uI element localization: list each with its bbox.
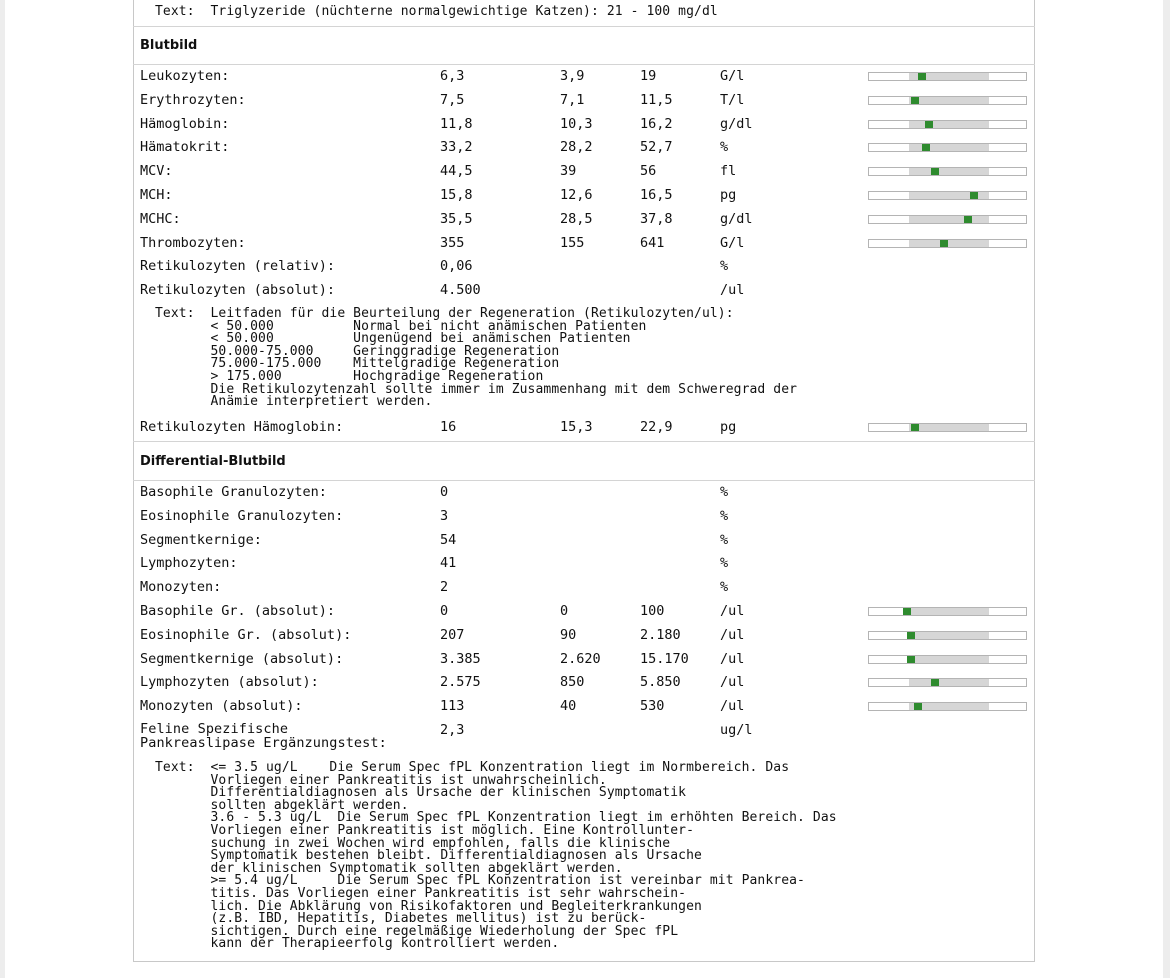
value-marker: [914, 703, 922, 710]
range-gauge: [868, 423, 1027, 432]
row-value: 2.575: [440, 674, 481, 691]
row-name: Eosinophile Gr. (absolut):: [140, 626, 352, 643]
row-min: 40: [560, 698, 577, 715]
fpli-interpretation-note: Text: <= 3.5 ug/L Die Serum Spec fPL Konzentration liegt im Normbereich. Das Vorliegen einer Pankreatitis ist unwahrscheinlich. Differentialdiagnosen als Ursache der klinischen Symptomatik sollten abgeklärt werden. 3.6 - 5.3 ug/L Die Serum Spec fPL Konzentration liegt im erhöhten Bereich. Das Vorliegen einer Pankreatitis ist möglich. Eine Kontrollunter- suchung in zwei Wochen wird empfohlen, falls die klinische Symptomatik bestehen bleibt. Differentialdiagnosen als Ursache der klinischen Symptomatik sollten abgeklärt werden. >= 5.4 ug/L Die Serum Spec fPL Konzentration ist vereinbar mit Pankrea- titis. Das Vorliegen einer Pankreatitis ist sehr wahrschein- lich. Die Abklärung von Risikofaktoren und Begleiterkrankungen (z.B. IBD, Hepatitis, Diabetes mellitus) ist zu berück- sichtigen. Durch eine regelmäßige Wiederholung der Spec fPL kann der Therapieerfolg kontrolliert werden.: [155, 760, 837, 952]
divider: [133, 26, 1035, 27]
row-max: 37,8: [640, 210, 673, 227]
row-unit: %: [720, 484, 729, 500]
row-max: 19: [640, 68, 657, 84]
reference-range-band: [909, 97, 989, 104]
row-unit: /ul: [720, 282, 745, 299]
row-min: 28,5: [560, 210, 593, 227]
row-unit: g/dl: [720, 115, 753, 132]
row-max: 15.170: [640, 650, 689, 667]
range-gauge: [868, 607, 1027, 616]
row-value: 16: [440, 419, 457, 435]
divider: [133, 441, 1035, 442]
row-name: Lymphozyten:: [140, 555, 238, 572]
row-value: 35,5: [440, 210, 473, 227]
row-name: MCV:: [140, 163, 173, 180]
row-name: Basophile Granulozyten:: [140, 484, 327, 500]
row-unit: %: [720, 139, 729, 156]
row-unit: %: [720, 507, 729, 524]
row-max: 2.180: [640, 626, 681, 643]
value-marker: [964, 216, 972, 223]
row-max: 100: [640, 603, 665, 619]
row-min: 0: [560, 603, 569, 619]
row-unit: /ul: [720, 626, 745, 643]
range-gauge: [868, 655, 1027, 664]
row-min: 7,1: [560, 91, 585, 108]
value-marker: [931, 168, 939, 175]
row-max: 52,7: [640, 139, 673, 156]
row-max: 16,2: [640, 115, 673, 132]
fpli-value: 2,3: [440, 722, 465, 738]
row-unit: pg: [720, 187, 737, 203]
row-name: Retikulozyten Hämoglobin:: [140, 419, 344, 435]
row-min: 2.620: [560, 650, 601, 667]
row-value: 33,2: [440, 139, 473, 156]
reference-range-band: [909, 608, 989, 615]
row-name: MCH:: [140, 187, 173, 203]
row-unit: /ul: [720, 650, 745, 667]
row-value: 207: [440, 626, 465, 643]
row-unit: %: [720, 258, 729, 275]
row-unit: pg: [720, 419, 737, 435]
row-value: 0,06: [440, 258, 473, 275]
row-name: Eosinophile Granulozyten:: [140, 507, 344, 524]
row-unit: %: [720, 531, 729, 548]
triglyceride-note: Text: Triglyzeride (nüchterne normalgewichtige Katzen): 21 - 100 mg/dl: [155, 4, 718, 19]
reference-range-band: [909, 216, 989, 223]
row-value: 11,8: [440, 115, 473, 132]
row-max: 530: [640, 698, 665, 715]
row-name: Basophile Gr. (absolut):: [140, 603, 336, 619]
range-gauge: [868, 678, 1027, 687]
row-name: Retikulozyten (absolut):: [140, 282, 336, 299]
row-name: Hämoglobin:: [140, 115, 230, 132]
reference-range-band: [909, 679, 989, 686]
row-max: 641: [640, 234, 665, 251]
row-value: 44,5: [440, 163, 473, 180]
row-unit: fl: [720, 163, 737, 180]
range-gauge: [868, 631, 1027, 640]
range-gauge: [868, 143, 1027, 152]
divider: [133, 480, 1035, 481]
row-min: 12,6: [560, 187, 593, 203]
row-unit: /ul: [720, 698, 745, 715]
row-unit: T/l: [720, 91, 745, 108]
reference-range-band: [909, 632, 989, 639]
row-name: Hämatokrit:: [140, 139, 230, 156]
row-name: Monozyten (absolut):: [140, 698, 303, 715]
row-value: 2: [440, 579, 449, 596]
row-min: 90: [560, 626, 577, 643]
row-name: Thrombozyten:: [140, 234, 246, 251]
row-value: 54: [440, 531, 457, 548]
row-min: 10,3: [560, 115, 593, 132]
value-marker: [970, 192, 978, 199]
row-name: Retikulozyten (relativ):: [140, 258, 336, 275]
row-unit: g/dl: [720, 210, 753, 227]
range-gauge: [868, 702, 1027, 711]
row-min: 28,2: [560, 139, 593, 156]
section-title-blutbild: Blutbild: [140, 38, 198, 53]
row-max: 56: [640, 163, 657, 180]
reference-range-band: [909, 144, 989, 151]
value-marker: [907, 632, 915, 639]
range-gauge: [868, 120, 1027, 129]
row-name: Segmentkernige (absolut):: [140, 650, 344, 667]
row-unit: G/l: [720, 68, 745, 84]
range-gauge: [868, 167, 1027, 176]
row-value: 0: [440, 484, 449, 500]
row-name: Segmentkernige:: [140, 531, 262, 548]
fpli-name: Feline Spezifische Pankreaslipase Ergänzungstest:: [140, 721, 387, 751]
row-value: 6,3: [440, 68, 465, 84]
range-gauge: [868, 215, 1027, 224]
value-marker: [918, 73, 926, 80]
row-max: 11,5: [640, 91, 673, 108]
row-min: 3,9: [560, 68, 585, 84]
row-value: 7,5: [440, 91, 465, 108]
row-value: 15,8: [440, 187, 473, 203]
reference-range-band: [909, 424, 989, 431]
value-marker: [907, 656, 915, 663]
range-gauge: [868, 72, 1027, 81]
row-min: 155: [560, 234, 585, 251]
row-name: Monozyten:: [140, 579, 222, 596]
value-marker: [911, 424, 919, 431]
row-min: 39: [560, 163, 577, 180]
range-gauge: [868, 239, 1027, 248]
reference-range-band: [909, 121, 989, 128]
value-marker: [911, 97, 919, 104]
row-unit: /ul: [720, 674, 745, 691]
section-title-differential: Differential-Blutbild: [140, 454, 286, 469]
reference-range-band: [909, 240, 989, 247]
range-gauge: [868, 191, 1027, 200]
row-max: 22,9: [640, 419, 673, 435]
row-name: MCHC:: [140, 210, 181, 227]
value-marker: [903, 608, 911, 615]
row-value: 41: [440, 555, 457, 572]
row-value: 3: [440, 507, 449, 524]
row-min: 850: [560, 674, 585, 691]
row-unit: G/l: [720, 234, 745, 251]
row-name: Lymphozyten (absolut):: [140, 674, 319, 691]
row-max: 5.850: [640, 674, 681, 691]
value-marker: [925, 121, 933, 128]
row-unit: /ul: [720, 603, 745, 619]
fpli-unit: ug/l: [720, 722, 753, 738]
row-value: 3.385: [440, 650, 481, 667]
value-marker: [940, 240, 948, 247]
value-marker: [931, 679, 939, 686]
row-max: 16,5: [640, 187, 673, 203]
row-value: 4.500: [440, 282, 481, 299]
row-unit: %: [720, 555, 729, 572]
reference-range-band: [909, 656, 989, 663]
row-min: 15,3: [560, 419, 593, 435]
row-name: Erythrozyten:: [140, 91, 246, 108]
range-gauge: [868, 96, 1027, 105]
reticulocyte-guide-note: Text: Leitfaden für die Beurteilung der Regeneration (Retikulozyten/ul): < 50.000 Normal bei nicht anämischen Patienten < 50.000 Ungenügend bei anämischen Patienten 50.000-75.000 Geringgradige Regeneration 75.000-175.000 Mittelgradige Regeneration > 175.000 Hochgradige Regeneration Die Retikulozytenzahl sollte immer im Zusammenhang mit dem Schweregrad der Anämie interpretiert werden.: [155, 306, 798, 410]
value-marker: [922, 144, 930, 151]
row-value: 355: [440, 234, 465, 251]
row-unit: %: [720, 579, 729, 596]
row-value: 113: [440, 698, 465, 715]
row-name: Leukozyten:: [140, 68, 230, 84]
row-value: 0: [440, 603, 449, 619]
reference-range-band: [909, 168, 989, 175]
divider: [133, 64, 1035, 65]
